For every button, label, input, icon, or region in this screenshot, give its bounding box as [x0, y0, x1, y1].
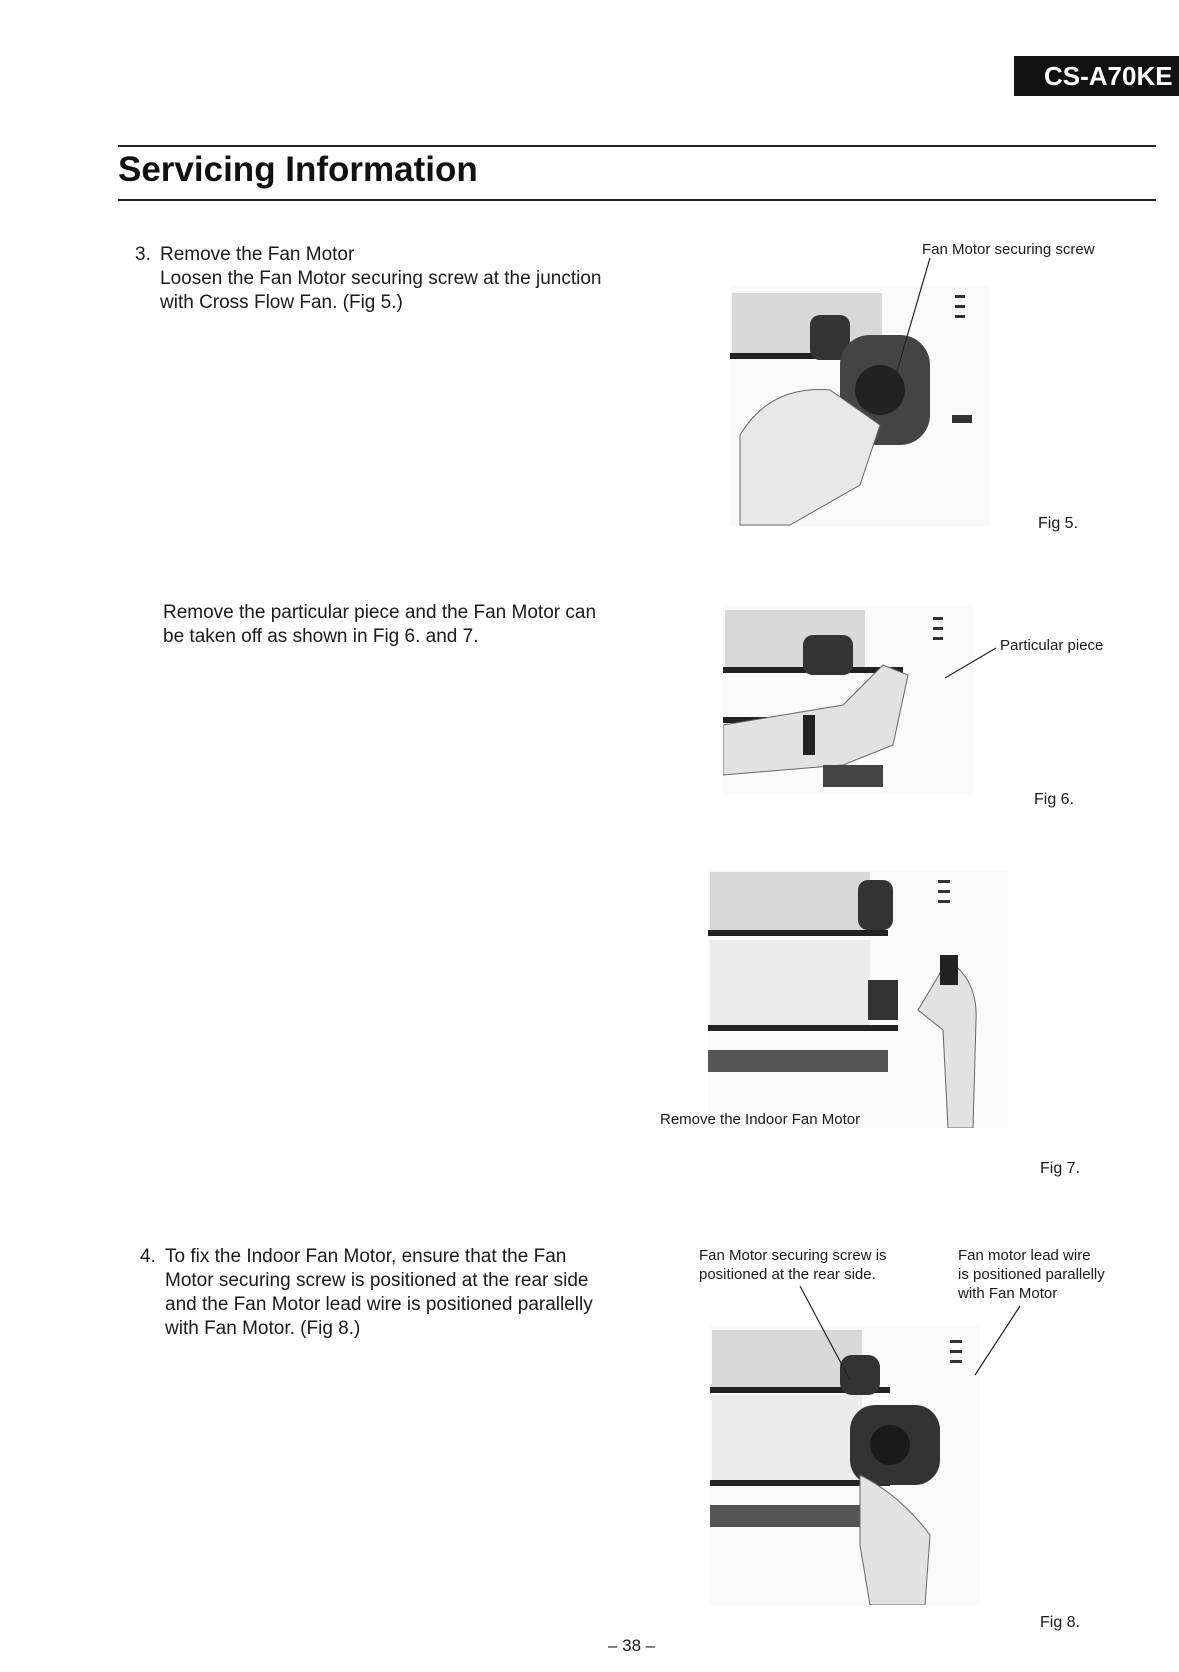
fig6-label: Fig 6.	[1034, 791, 1075, 808]
step-4	[140, 1245, 625, 1341]
step-4-line2: Motor securing screw is positioned at the rear side	[165, 1270, 589, 1291]
page-title: Servicing Information	[118, 150, 478, 189]
header-rule-bottom	[118, 199, 1156, 201]
fig8-callout-right-line2: is positioned parallelly	[958, 1266, 1105, 1283]
fig8-callout-right	[958, 1246, 1105, 1303]
step-3-text-line1: Loosen the Fan Motor securing screw at the junction	[160, 268, 602, 289]
fig8-callout-right-line3: with Fan Motor	[958, 1285, 1058, 1302]
fig5-photo	[730, 285, 990, 527]
fig8-photo	[710, 1325, 980, 1605]
fig7-photo	[708, 870, 1008, 1128]
page-number: – 38 –	[608, 1636, 656, 1655]
step-3-text2-line2: be taken off as shown in Fig 6. and 7.	[163, 626, 479, 647]
fig6-callout: Particular piece	[1000, 637, 1104, 654]
step-4-line4: with Fan Motor. (Fig 8.)	[165, 1318, 361, 1339]
header-rule-top	[118, 145, 1156, 147]
fig8-label: Fig 8.	[1040, 1614, 1081, 1631]
step-4-number: 4.	[140, 1246, 156, 1267]
fig8-callout-right-line1: Fan motor lead wire	[958, 1247, 1091, 1264]
step-3-number: 3.	[135, 244, 151, 265]
step-4-line3: and the Fan Motor lead wire is positioned parallelly	[165, 1294, 593, 1315]
fig5-label: Fig 5.	[1038, 515, 1079, 532]
fig6-photo	[723, 605, 973, 795]
model-badge: CS-A70KE	[1014, 56, 1179, 96]
fig8-callout-left-line1: Fan Motor securing screw is	[699, 1247, 887, 1264]
step-3-continued	[163, 601, 633, 649]
fig7-callout: Remove the Indoor Fan Motor	[660, 1111, 861, 1128]
step-3-heading: Remove the Fan Motor	[160, 244, 355, 265]
step-3-text2-line1: Remove the particular piece and the Fan Motor can	[163, 602, 597, 623]
fig8-callout-left	[699, 1246, 887, 1284]
fig5-callout: Fan Motor securing screw	[922, 241, 1095, 258]
fig7-label: Fig 7.	[1040, 1160, 1081, 1177]
step-4-line1: To fix the Indoor Fan Motor, ensure that the Fan	[165, 1246, 567, 1267]
step-3	[135, 243, 630, 315]
fig8-leader-line-right	[975, 1306, 1020, 1375]
step-3-text-line2: with Cross Flow Fan. (Fig 5.)	[160, 292, 403, 313]
fig8-callout-left-line2: positioned at the rear side.	[699, 1266, 876, 1283]
